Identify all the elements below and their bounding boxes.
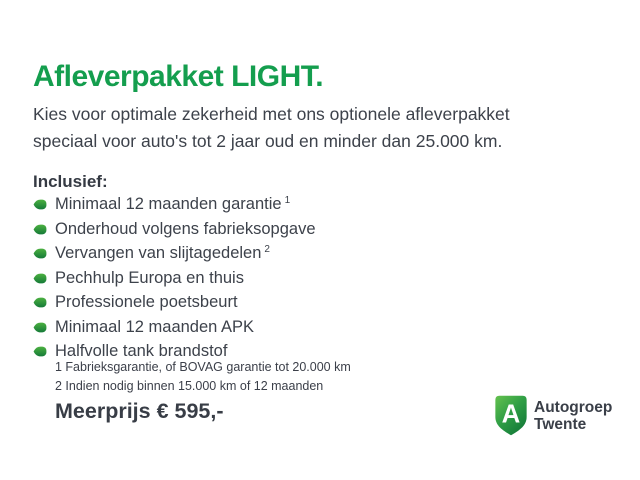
footnote-ref: 1 [284,194,291,206]
svg-text:A: A [501,400,521,429]
list-item-label: Professionele poetsbeurt [55,293,238,311]
footnote-ref: 2 [264,243,270,255]
list-item-label: Pechhulp Europa en thuis [55,268,244,287]
autogroep-twente-logo [494,388,612,443]
includes-label: Inclusief: [33,172,108,191]
intro-line-2: speciaal voor auto's tot 2 jaar oud en minder dan 25.000 km. [33,131,503,151]
logo-line-2: Twente [534,416,587,433]
list-item-label: Onderhoud volgens fabrieksopgave [55,219,316,238]
leaf-bullet-icon [33,297,47,308]
footnote-1: 1 Fabrieksgarantie, of BOVAG garantie tot 20.000 km [55,360,351,374]
list-item [33,269,319,288]
leaf-bullet-icon [33,199,47,210]
intro-paragraph [33,101,510,155]
leaf-bullet-icon [33,248,47,259]
shield-logo-icon [494,388,528,443]
leaf-bullet-icon [33,322,47,333]
list-item-label: Halfvolle tank brandstof [55,342,228,360]
footnote-2: 2 Indien nodig binnen 15.000 km of 12 maanden [55,378,324,393]
list-item-label: Minimaal 12 maanden APK [55,317,255,336]
leaf-bullet-icon [33,224,47,235]
list-item-label: Vervangen van slijtagedelen $^2$ [55,243,270,262]
list-item-label: Minimaal 12 maanden garantie $^1$ [55,194,291,213]
list-item [33,195,319,214]
list-item [33,244,319,263]
logo-wordmark [534,399,612,433]
list-item [33,220,319,239]
page-title: Afleverpakket LIGHT. [33,60,324,93]
leaf-bullet-icon [33,346,47,357]
price-text: Meerprijs € 595,- [55,399,224,423]
list-item [33,318,319,337]
intro-line-1: Kies voor optimale zekerheid met ons optionele afleverpakket [33,104,510,124]
includes-list [33,195,319,367]
footnotes [55,358,351,395]
leaf-bullet-icon [33,273,47,284]
logo-line-1: Autogroep [534,399,613,416]
list-item [33,293,319,312]
